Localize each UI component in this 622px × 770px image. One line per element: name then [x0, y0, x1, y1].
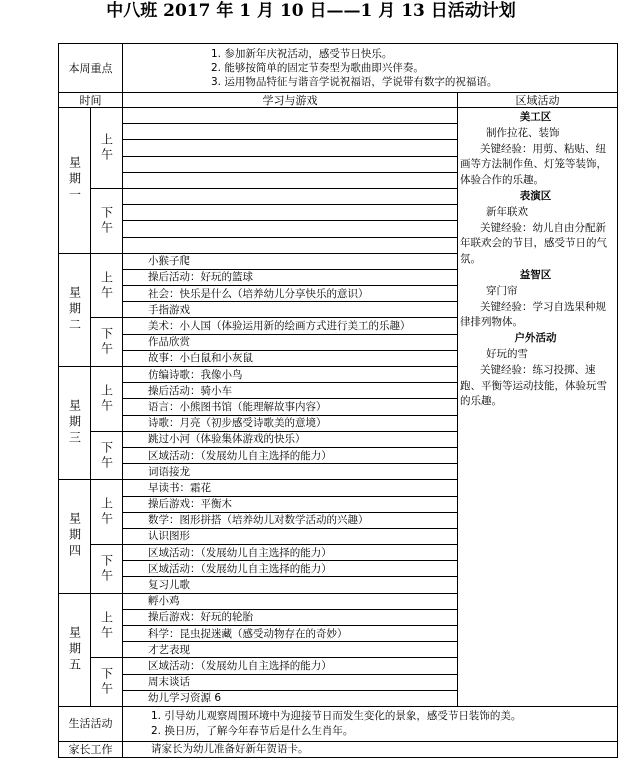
activity-item — [123, 172, 458, 188]
area-name: 户外活动 — [514, 332, 557, 345]
focus-item: 1. 参加新年庆祝活动，感受节日快乐。 — [211, 48, 393, 60]
activity-item: 诗歌：月亮（初步感受诗歌美的意境） — [123, 415, 458, 431]
afternoon-label — [91, 318, 123, 367]
focus-item: 3. 运用物品特征与谐音学说祝福语，学说带有数字的祝福语。 — [211, 76, 498, 88]
activity-item: 手指游戏 — [123, 302, 458, 318]
header-learning: 学习与游戏 — [123, 93, 458, 108]
day-label-text: 星期一 — [67, 156, 82, 205]
parent-content: 请家长为幼儿准备好新年贺语卡。 — [123, 741, 618, 757]
area-line: 新年联欢 — [486, 205, 528, 218]
area-name: 益智区 — [519, 268, 552, 281]
afternoon-label — [91, 431, 123, 480]
activity-item — [123, 124, 458, 140]
activity-item: 操后游戏：好玩的轮胎 — [123, 609, 458, 625]
activity-item: 操后活动：好玩的篮球 — [123, 269, 458, 285]
life-content — [123, 706, 618, 741]
morning-label-text: 上午 — [99, 497, 114, 528]
day-label — [59, 480, 91, 593]
life-item: 2. 换日历，了解今年春节后是什么生肖年。 — [151, 724, 354, 737]
day-label-text: 星期二 — [67, 285, 82, 334]
activity-item — [123, 108, 458, 124]
plan-table — [58, 43, 618, 758]
area-line: 关键经验：用剪、粘贴、纽画等方法制作鱼、灯笼等装饰，体验合作的乐趣。 — [460, 142, 607, 187]
afternoon-label-text: 下午 — [99, 205, 114, 236]
activity-item: 美术：小人国（体验运用新的绘画方式进行美工的乐趣） — [123, 318, 458, 334]
morning-label — [91, 253, 123, 318]
activity-item: 操后游戏：平衡木 — [123, 496, 458, 512]
activity-item: 仿编诗歌：我像小鸟 — [123, 367, 458, 383]
morning-label-text: 上午 — [99, 132, 114, 163]
afternoon-label-text: 下午 — [99, 440, 114, 471]
activity-item: 作品欣赏 — [123, 334, 458, 350]
activity-item: 复习儿歌 — [123, 577, 458, 593]
area-line: 穿门帘 — [486, 284, 518, 297]
header-area: 区域活动 — [458, 93, 618, 108]
focus-content — [123, 44, 618, 93]
area-name: 表演区 — [519, 189, 552, 202]
life-item: 1. 引导幼儿观察周围环境中为迎接节日而发生变化的景象，感受节日装饰的美。 — [151, 709, 522, 722]
header-time: 时间 — [59, 93, 123, 108]
day-label-text: 星期四 — [67, 512, 82, 561]
afternoon-label — [91, 658, 123, 707]
activity-item: 词语接龙 — [123, 464, 458, 480]
activity-item: 语言：小熊图书馆（能理解故事内容） — [123, 399, 458, 415]
area-name: 美工区 — [519, 111, 552, 123]
activity-item — [123, 221, 458, 237]
area-line: 关键经验：练习投掷、速跑、平衡等运动技能，体验玩雪的乐趣。 — [460, 363, 607, 408]
activity-item: 才艺表现 — [123, 642, 458, 658]
activity-item: 社会：快乐是什么（培养幼儿分享快乐的意识） — [123, 286, 458, 302]
day-label-text: 星期三 — [67, 399, 82, 448]
activity-item — [123, 156, 458, 172]
activity-item — [123, 140, 458, 156]
activity-item: 认识图形 — [123, 528, 458, 544]
activity-item — [123, 188, 458, 204]
activity-item: 小猴子爬 — [123, 253, 458, 269]
afternoon-label-text: 下午 — [99, 327, 114, 358]
area-activities — [458, 108, 618, 707]
activity-item: 早读书：霜花 — [123, 480, 458, 496]
day-label — [59, 253, 91, 366]
area-line: 制作拉花、装饰 — [486, 126, 560, 139]
activity-item: 区域活动：（发展幼儿自主选择的能力） — [123, 545, 458, 561]
activity-item: 幼儿学习资源 6 — [123, 690, 458, 706]
morning-label — [91, 593, 123, 658]
life-label: 生活活动 — [59, 706, 123, 741]
afternoon-label — [91, 188, 123, 253]
day-label — [59, 367, 91, 480]
morning-label — [91, 108, 123, 189]
area-line: 关键经验：学习自选果种规律排列物体。 — [460, 300, 606, 329]
morning-label — [91, 480, 123, 545]
activity-item: 数学：图形拼搭（培养幼儿对数学活动的兴趣） — [123, 512, 458, 528]
activity-item: 科学：昆虫捉迷藏（感受动物存在的奇妙） — [123, 626, 458, 642]
afternoon-label — [91, 545, 123, 594]
parent-label: 家长工作 — [59, 741, 123, 757]
activity-item: 区域活动：（发展幼儿自主选择的能力） — [123, 658, 458, 674]
day-label — [59, 108, 91, 254]
morning-label-text: 上午 — [99, 610, 114, 641]
activity-item: 跳过小河（体验集体游戏的快乐） — [123, 431, 458, 447]
activity-item — [123, 237, 458, 253]
page-title: 中八班 2017 年 1 月 10 日——1 月 13 日活动计划 — [106, 1, 516, 21]
activity-item: 周末谈话 — [123, 674, 458, 690]
day-label-text: 星期五 — [67, 625, 82, 674]
area-line: 关键经验：幼儿自由分配新年联欢会的节目，感受节日的气氛。 — [460, 221, 607, 266]
focus-label: 本周重点 — [59, 44, 123, 93]
area-line: 好玩的雪 — [486, 347, 528, 360]
afternoon-label-text: 下午 — [99, 553, 114, 584]
focus-item: 2. 能够按简单的固定节奏型为歌曲即兴伴奏。 — [211, 62, 424, 74]
morning-label-text: 上午 — [99, 270, 114, 301]
activity-item: 区域活动：（发展幼儿自主选择的能力） — [123, 561, 458, 577]
activity-item: 孵小鸡 — [123, 593, 458, 609]
day-label — [59, 593, 91, 706]
afternoon-label-text: 下午 — [99, 667, 114, 698]
morning-label — [91, 367, 123, 432]
activity-item: 操后活动：骑小车 — [123, 383, 458, 399]
activity-item — [123, 205, 458, 221]
activity-item: 故事：小白鼠和小灰鼠 — [123, 350, 458, 366]
activity-item: 区域活动：（发展幼儿自主选择的能力） — [123, 447, 458, 463]
morning-label-text: 上午 — [99, 383, 114, 414]
